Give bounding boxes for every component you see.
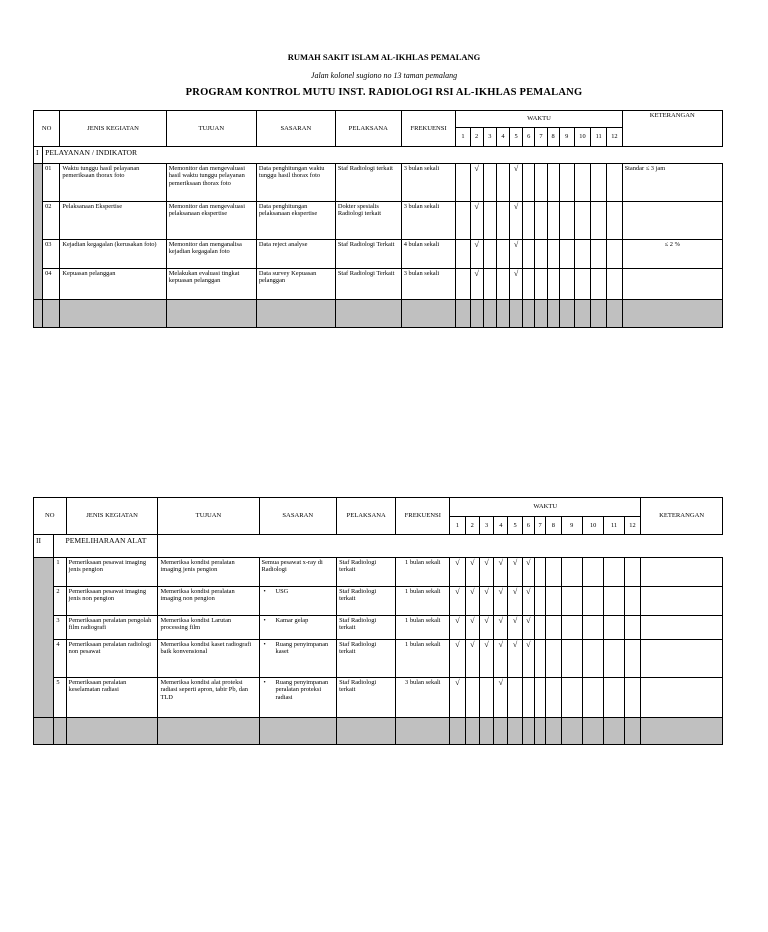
month-header-12: 12 xyxy=(624,517,640,535)
month-cell-1 xyxy=(456,202,470,240)
row-tujuan: Memonitor dan menganalisa kejadian kegagalan foto xyxy=(166,240,256,269)
row-number: 4 xyxy=(54,640,66,678)
month-cell-12 xyxy=(607,240,622,269)
col-header-keterangan: KETERANGAN xyxy=(641,498,723,535)
check-mark-icon: √ xyxy=(498,558,504,567)
month-cell-9 xyxy=(561,558,582,587)
col-header-waktu: WAKTU xyxy=(456,111,622,128)
month-cell-8 xyxy=(547,240,559,269)
month-cell-2 xyxy=(465,678,479,718)
check-mark-icon: √ xyxy=(498,678,504,687)
row-jenis-kegiatan: Kejadian kegagalan (kerusakan foto) xyxy=(60,240,166,269)
row-frekuensi: 3 bulan sekali xyxy=(396,678,450,718)
row-sasaran xyxy=(259,640,337,678)
row-keterangan xyxy=(641,558,723,587)
row-number: 01 xyxy=(43,164,60,202)
col-header-keterangan: KETERANGAN xyxy=(622,111,722,147)
row-pelaksana: Staf Radiologi terkait xyxy=(337,678,396,718)
month-cell-11 xyxy=(604,558,624,587)
check-mark-icon: √ xyxy=(484,616,489,625)
col-header-no: NO xyxy=(34,498,67,535)
table-row xyxy=(34,558,723,587)
month-cell-2 xyxy=(465,640,479,678)
month-cell-12 xyxy=(624,558,640,587)
month-cell-6 xyxy=(522,678,534,718)
row-number: 1 xyxy=(54,558,66,587)
month-cell-4 xyxy=(494,558,508,587)
section-label: PELAYANAN / INDIKATOR xyxy=(43,147,723,164)
month-cell-12 xyxy=(624,616,640,640)
month-header-2: 2 xyxy=(470,128,483,147)
row-pelaksana: Staf Radiologi Terkait xyxy=(335,240,401,269)
row-tujuan: Memeriksa kondisi peralatan imaging non pengion xyxy=(158,587,259,616)
month-cell-7 xyxy=(535,164,547,202)
month-cell-3 xyxy=(479,678,493,718)
row-frekuensi: 1 bulan sekali xyxy=(396,558,450,587)
month-cell-10 xyxy=(582,640,603,678)
month-cell-3 xyxy=(483,202,496,240)
month-cell-5 xyxy=(508,587,522,616)
month-header-7: 7 xyxy=(534,517,545,535)
row-frekuensi: 1 bulan sekali xyxy=(396,587,450,616)
month-header-1: 1 xyxy=(456,128,470,147)
table-row xyxy=(34,202,723,240)
month-cell-8 xyxy=(547,164,559,202)
row-sasaran xyxy=(259,678,337,718)
col-header-sasaran: SASARAN xyxy=(256,111,335,147)
row-frekuensi: 3 bulan sekali xyxy=(401,202,456,240)
col-header-jenis-kegiatan: JENIS KEGIATAN xyxy=(66,498,158,535)
row-jenis-kegiatan: Pemeriksaan peralatan pengolah film radiografi xyxy=(66,616,158,640)
row-jenis-kegiatan: Kepuasan pelanggan xyxy=(60,269,166,300)
col-header-tujuan: TUJUAN xyxy=(158,498,259,535)
month-cell-5 xyxy=(510,269,523,300)
row-jenis-kegiatan: Pelaksanaan Ekspertise xyxy=(60,202,166,240)
month-cell-11 xyxy=(604,587,624,616)
month-cell-6 xyxy=(523,164,535,202)
col-header-pelaksana: PELAKSANA xyxy=(335,111,401,147)
month-cell-5 xyxy=(510,202,523,240)
row-tujuan: Memonitor dan mengevaluasi pelaksanaan ekspertise xyxy=(166,202,256,240)
table-footer-row xyxy=(34,300,723,328)
program-title: PROGRAM KONTROL MUTU INST. RADIOLOGI RSI AL-IKHLAS PEMALANG xyxy=(185,87,583,98)
row-sasaran-text: USG xyxy=(275,588,289,595)
col-header-frekuensi: FREKUENSI xyxy=(396,498,450,535)
check-mark-icon: √ xyxy=(455,616,460,625)
month-cell-5 xyxy=(508,678,522,718)
bullet-icon: • xyxy=(263,641,266,648)
row-pelaksana: Staf Radiologi terkait xyxy=(337,587,396,616)
month-header-6: 6 xyxy=(522,517,534,535)
month-cell-2 xyxy=(465,616,479,640)
check-mark-icon: √ xyxy=(512,616,518,625)
row-sasaran: Data penghitungan waktu tunggu hasil thorax foto xyxy=(256,164,335,202)
month-header-11: 11 xyxy=(604,517,624,535)
table-footer-row xyxy=(34,718,723,745)
check-mark-icon: √ xyxy=(484,558,489,567)
row-pelaksana: Dokter spesialis Radiologi terkait xyxy=(335,202,401,240)
month-cell-1 xyxy=(456,164,470,202)
check-mark-icon: √ xyxy=(470,558,475,567)
row-pelaksana: Staf Radiologi terkait xyxy=(335,164,401,202)
check-mark-icon: √ xyxy=(513,240,519,249)
month-cell-12 xyxy=(607,202,622,240)
row-pelaksana: Staf Radiologi terkait xyxy=(337,616,396,640)
check-mark-icon: √ xyxy=(484,640,489,649)
col-header-frekuensi: FREKUENSI xyxy=(401,111,456,147)
month-cell-1 xyxy=(450,678,465,718)
row-sasaran-text: Ruang penyimpanan kaset xyxy=(275,641,329,656)
month-cell-1 xyxy=(456,269,470,300)
col-header-no: NO xyxy=(34,111,60,147)
month-cell-7 xyxy=(535,202,547,240)
row-tujuan: Memeriksa kondisi Larutan processing film xyxy=(158,616,259,640)
month-cell-7 xyxy=(535,240,547,269)
check-mark-icon: √ xyxy=(512,587,518,596)
month-header-10: 10 xyxy=(574,128,590,147)
month-cell-7 xyxy=(534,640,545,678)
row-keterangan xyxy=(622,202,722,240)
month-cell-4 xyxy=(496,202,509,240)
month-cell-10 xyxy=(582,678,603,718)
month-cell-1 xyxy=(450,558,465,587)
month-header-8: 8 xyxy=(547,128,559,147)
row-number: 2 xyxy=(54,587,66,616)
month-cell-11 xyxy=(591,269,607,300)
month-cell-4 xyxy=(496,240,509,269)
table-row xyxy=(34,164,723,202)
col-header-waktu: WAKTU xyxy=(450,498,641,517)
month-cell-9 xyxy=(559,269,574,300)
col-header-sasaran: SASARAN xyxy=(259,498,337,535)
month-cell-6 xyxy=(522,640,534,678)
month-cell-8 xyxy=(547,269,559,300)
month-cell-4 xyxy=(496,269,509,300)
month-header-12: 12 xyxy=(607,128,622,147)
month-cell-8 xyxy=(546,678,561,718)
month-cell-3 xyxy=(483,240,496,269)
month-cell-2 xyxy=(470,164,483,202)
month-cell-8 xyxy=(546,587,561,616)
table-row xyxy=(34,240,723,269)
section-label: PEMELIHARAAN ALAT xyxy=(54,535,158,558)
month-cell-3 xyxy=(479,558,493,587)
month-cell-8 xyxy=(547,202,559,240)
month-cell-12 xyxy=(624,587,640,616)
month-cell-7 xyxy=(534,587,545,616)
month-cell-2 xyxy=(470,202,483,240)
row-frekuensi: 1 bulan sekali xyxy=(396,640,450,678)
row-frekuensi: 3 bulan sekali xyxy=(401,269,456,300)
month-cell-8 xyxy=(546,640,561,678)
month-cell-5 xyxy=(508,616,522,640)
check-mark-icon: √ xyxy=(498,640,504,649)
check-mark-icon: √ xyxy=(526,587,531,596)
row-number: 03 xyxy=(43,240,60,269)
row-frekuensi: 3 bulan sekali xyxy=(401,164,456,202)
section-number: I xyxy=(34,147,43,164)
month-cell-2 xyxy=(465,558,479,587)
row-sasaran-text: Ruang penyimpanan peralatan proteksi radiasi xyxy=(275,679,329,701)
row-sasaran xyxy=(259,616,337,640)
quality-control-table-services xyxy=(33,110,723,328)
month-cell-12 xyxy=(624,640,640,678)
month-cell-1 xyxy=(456,240,470,269)
check-mark-icon: √ xyxy=(512,640,518,649)
row-keterangan xyxy=(641,640,723,678)
row-jenis-kegiatan: Pemeriksaan peralatan keselamatan radiasi xyxy=(66,678,158,718)
month-header-10: 10 xyxy=(582,517,603,535)
row-pelaksana: Staf Radiologi terkait xyxy=(337,558,396,587)
month-header-6: 6 xyxy=(523,128,535,147)
month-cell-9 xyxy=(559,240,574,269)
month-cell-4 xyxy=(494,587,508,616)
month-cell-6 xyxy=(522,616,534,640)
month-header-2: 2 xyxy=(465,517,479,535)
month-cell-4 xyxy=(496,164,509,202)
row-sasaran: Data reject analyse xyxy=(256,240,335,269)
row-tujuan: Memonitor dan mengevaluasi hasil waktu tunggu pelayanan pemeriksaan thorax foto xyxy=(166,164,256,202)
table-row xyxy=(34,269,723,300)
month-header-7: 7 xyxy=(535,128,547,147)
row-jenis-kegiatan: Pemeriksaan pesawat imaging jenis pengion xyxy=(66,558,158,587)
month-header-3: 3 xyxy=(479,517,493,535)
month-cell-3 xyxy=(479,640,493,678)
month-cell-9 xyxy=(559,202,574,240)
row-pelaksana: Staf Radiologi Terkait xyxy=(335,269,401,300)
month-cell-5 xyxy=(508,640,522,678)
row-keterangan xyxy=(641,587,723,616)
month-cell-7 xyxy=(535,269,547,300)
month-cell-11 xyxy=(591,240,607,269)
month-cell-11 xyxy=(604,616,624,640)
row-number: 02 xyxy=(43,202,60,240)
row-keterangan: ≤ 2 % xyxy=(622,240,722,269)
bullet-icon: • xyxy=(263,588,266,595)
month-cell-11 xyxy=(604,678,624,718)
check-mark-icon: √ xyxy=(470,616,475,625)
row-number: 5 xyxy=(54,678,66,718)
month-cell-5 xyxy=(508,558,522,587)
month-cell-11 xyxy=(604,640,624,678)
row-sasaran: Data survey Kepuasan pelanggan xyxy=(256,269,335,300)
month-header-9: 9 xyxy=(561,517,582,535)
row-frekuensi: 4 bulan sekali xyxy=(401,240,456,269)
month-cell-5 xyxy=(510,240,523,269)
month-cell-6 xyxy=(523,240,535,269)
month-cell-7 xyxy=(534,558,545,587)
month-cell-4 xyxy=(494,640,508,678)
bullet-icon: • xyxy=(263,679,266,686)
month-header-4: 4 xyxy=(496,128,509,147)
row-pelaksana: Staf Radiologi terkait xyxy=(337,640,396,678)
month-cell-10 xyxy=(574,269,590,300)
month-cell-6 xyxy=(522,587,534,616)
month-cell-12 xyxy=(624,678,640,718)
row-jenis-kegiatan: Waktu tunggu hasil pelayanan pemeriksaan thorax foto xyxy=(60,164,166,202)
month-header-1: 1 xyxy=(450,517,465,535)
col-header-tujuan: TUJUAN xyxy=(166,111,256,147)
month-cell-5 xyxy=(510,164,523,202)
section-number: II xyxy=(34,535,54,558)
table-row xyxy=(34,640,723,678)
month-cell-9 xyxy=(561,678,582,718)
month-cell-10 xyxy=(582,587,603,616)
month-cell-10 xyxy=(574,240,590,269)
month-cell-4 xyxy=(494,678,508,718)
month-cell-9 xyxy=(559,164,574,202)
month-cell-6 xyxy=(522,558,534,587)
check-mark-icon: √ xyxy=(498,587,504,596)
col-header-pelaksana: PELAKSANA xyxy=(337,498,396,535)
row-tujuan: Memeriksa kondisi peralatan imaging jenis pengion xyxy=(158,558,259,587)
month-cell-11 xyxy=(591,202,607,240)
month-header-5: 5 xyxy=(508,517,522,535)
month-cell-7 xyxy=(534,616,545,640)
month-cell-9 xyxy=(561,587,582,616)
check-mark-icon: √ xyxy=(474,164,479,173)
row-number: 3 xyxy=(54,616,66,640)
month-cell-9 xyxy=(561,616,582,640)
hospital-address: Jalan kolonel sugiono no 13 taman pemalang xyxy=(310,71,458,80)
check-mark-icon: √ xyxy=(474,202,479,211)
row-keterangan xyxy=(641,678,723,718)
table-row xyxy=(34,587,723,616)
check-mark-icon: √ xyxy=(526,558,531,567)
month-cell-1 xyxy=(450,616,465,640)
month-cell-6 xyxy=(523,269,535,300)
month-cell-3 xyxy=(483,164,496,202)
row-keterangan xyxy=(622,269,722,300)
hospital-name: RUMAH SAKIT ISLAM AL-IKHLAS PEMALANG xyxy=(287,52,481,62)
row-keterangan xyxy=(641,616,723,640)
month-cell-1 xyxy=(450,640,465,678)
month-cell-6 xyxy=(523,202,535,240)
table-row xyxy=(34,678,723,718)
month-header-8: 8 xyxy=(546,517,561,535)
month-cell-3 xyxy=(479,616,493,640)
check-mark-icon: √ xyxy=(484,587,489,596)
check-mark-icon: √ xyxy=(513,164,519,173)
check-mark-icon: √ xyxy=(526,640,531,649)
month-cell-4 xyxy=(494,616,508,640)
month-cell-7 xyxy=(534,678,545,718)
month-cell-3 xyxy=(479,587,493,616)
month-cell-2 xyxy=(470,240,483,269)
month-header-4: 4 xyxy=(494,517,508,535)
month-cell-9 xyxy=(561,640,582,678)
row-tujuan: Memeriksa kondisi alat proteksi radiasi seperti apron, tabir Pb, dan TLD xyxy=(158,678,259,718)
month-cell-8 xyxy=(546,558,561,587)
check-mark-icon: √ xyxy=(498,616,504,625)
bullet-icon: • xyxy=(263,617,266,624)
row-number: 04 xyxy=(43,269,60,300)
row-tujuan: Memeriksa kondisi kaset radiografi baik konvensional xyxy=(158,640,259,678)
check-mark-icon: √ xyxy=(474,240,479,249)
row-sasaran: Semua pesawat x-ray di Radiologi xyxy=(259,558,337,587)
check-mark-icon: √ xyxy=(455,640,460,649)
row-keterangan: Standar ≤ 3 jam xyxy=(622,164,722,202)
check-mark-icon: √ xyxy=(513,202,519,211)
month-header-5: 5 xyxy=(510,128,523,147)
table-row xyxy=(34,616,723,640)
check-mark-icon: √ xyxy=(470,587,475,596)
check-mark-icon: √ xyxy=(455,678,460,687)
quality-control-table-maintenance xyxy=(33,497,723,745)
month-cell-2 xyxy=(470,269,483,300)
check-mark-icon: √ xyxy=(455,587,460,596)
month-cell-3 xyxy=(483,269,496,300)
row-sasaran: Data penghitungan pelaksanaan ekspertise xyxy=(256,202,335,240)
month-cell-10 xyxy=(574,164,590,202)
check-mark-icon: √ xyxy=(526,616,531,625)
row-sasaran-text: Kamar gelap xyxy=(275,617,309,624)
month-cell-11 xyxy=(591,164,607,202)
month-cell-8 xyxy=(546,616,561,640)
month-header-9: 9 xyxy=(559,128,574,147)
row-jenis-kegiatan: Pemeriksaan pesawat imaging jenis non pengion xyxy=(66,587,158,616)
row-sasaran xyxy=(259,587,337,616)
month-cell-1 xyxy=(450,587,465,616)
check-mark-icon: √ xyxy=(512,558,518,567)
row-frekuensi: 1 bulan sekali xyxy=(396,616,450,640)
row-jenis-kegiatan: Pemeriksaan peralatan radiologi non pesawat xyxy=(66,640,158,678)
month-cell-10 xyxy=(574,202,590,240)
check-mark-icon: √ xyxy=(470,640,475,649)
check-mark-icon: √ xyxy=(474,269,479,278)
month-cell-12 xyxy=(607,269,622,300)
month-header-11: 11 xyxy=(591,128,607,147)
check-mark-icon: √ xyxy=(455,558,460,567)
month-cell-12 xyxy=(607,164,622,202)
col-header-jenis-kegiatan: JENIS KEGIATAN xyxy=(60,111,166,147)
month-cell-2 xyxy=(465,587,479,616)
row-tujuan: Melakukan evaluasi tingkat kepuasan pelanggan xyxy=(166,269,256,300)
month-cell-10 xyxy=(582,558,603,587)
month-cell-10 xyxy=(582,616,603,640)
check-mark-icon: √ xyxy=(513,269,519,278)
month-header-3: 3 xyxy=(483,128,496,147)
